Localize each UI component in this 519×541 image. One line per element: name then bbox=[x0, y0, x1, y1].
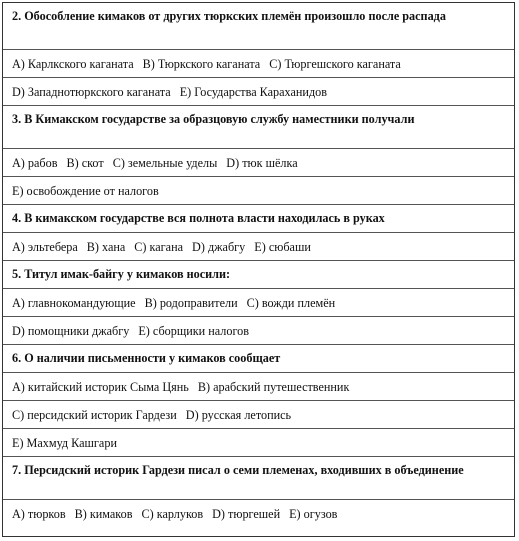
answer-option: B) арабский путешественник bbox=[197, 379, 350, 394]
answer-option: D) русская летопись bbox=[185, 407, 292, 422]
quiz-sheet bbox=[2, 2, 515, 537]
question-text: 5. Титул имак-байгу у кимаков носили: bbox=[3, 261, 514, 289]
option-line bbox=[3, 50, 514, 78]
answer-option: D) Западнотюркского каганата bbox=[12, 84, 171, 99]
answer-option: B) родоправители bbox=[144, 295, 238, 310]
option-line bbox=[3, 233, 514, 261]
answer-option: C) Тюргешского каганата bbox=[269, 56, 401, 71]
option-line bbox=[3, 401, 514, 429]
answer-option: E) освобождение от налогов bbox=[12, 183, 159, 198]
option-line bbox=[3, 177, 514, 205]
answer-option: E) сборщики налогов bbox=[138, 323, 249, 338]
answer-option: E) Государства Караханидов bbox=[179, 84, 327, 99]
answer-option: C) земельные уделы bbox=[112, 155, 218, 170]
answer-option: A) тюрков bbox=[12, 507, 66, 521]
answer-option: B) скот bbox=[66, 155, 104, 170]
answer-option: D) джабгу bbox=[192, 239, 246, 254]
answer-option: A) рабов bbox=[12, 155, 58, 170]
answer-option: C) вожди племён bbox=[246, 295, 336, 310]
answer-option: B) Тюркского каганата bbox=[142, 56, 261, 71]
option-line bbox=[3, 317, 514, 345]
question-text: 7. Персидский историк Гардези писал о семи племенах, входивших в объединение bbox=[3, 457, 514, 500]
answer-option: E) Махмуд Кашгари bbox=[12, 435, 117, 450]
answer-option: D) тюк шёлка bbox=[226, 155, 298, 170]
answer-option: A) эльтебера bbox=[12, 239, 78, 254]
answer-option: D) помощники джабгу bbox=[12, 323, 130, 338]
option-line bbox=[3, 149, 514, 177]
option-line bbox=[3, 373, 514, 401]
answer-option: B) кимаков bbox=[74, 507, 133, 521]
question-text: 6. О наличии письменности у кимаков сообщает bbox=[3, 345, 514, 373]
option-line bbox=[3, 429, 514, 457]
option-line bbox=[3, 500, 514, 528]
answer-option: A) главнокомандующие bbox=[12, 295, 136, 310]
answer-option: D) тюргешей bbox=[212, 507, 281, 521]
option-line bbox=[3, 289, 514, 317]
answer-option: C) кагана bbox=[134, 239, 184, 254]
question-text: 4. В кимакском государстве вся полнота власти находилась в руках bbox=[3, 205, 514, 233]
question-text: 3. В Кимакском государстве за образцовую службу наместники получали bbox=[3, 106, 514, 149]
answer-option: A) Карлкского каганата bbox=[12, 56, 134, 71]
answer-option: E) сюбаши bbox=[254, 239, 311, 254]
answer-option: A) китайский историк Сыма Цянь bbox=[12, 379, 189, 394]
option-line bbox=[3, 78, 514, 106]
answer-option: C) персидский историк Гардези bbox=[12, 407, 177, 422]
answer-option: C) карлуков bbox=[141, 507, 204, 521]
question-text: 2. Обособление кимаков от других тюркских племён произошло после распада bbox=[3, 3, 514, 50]
answer-option: E) огузов bbox=[289, 507, 338, 521]
answer-option: B) хана bbox=[86, 239, 126, 254]
